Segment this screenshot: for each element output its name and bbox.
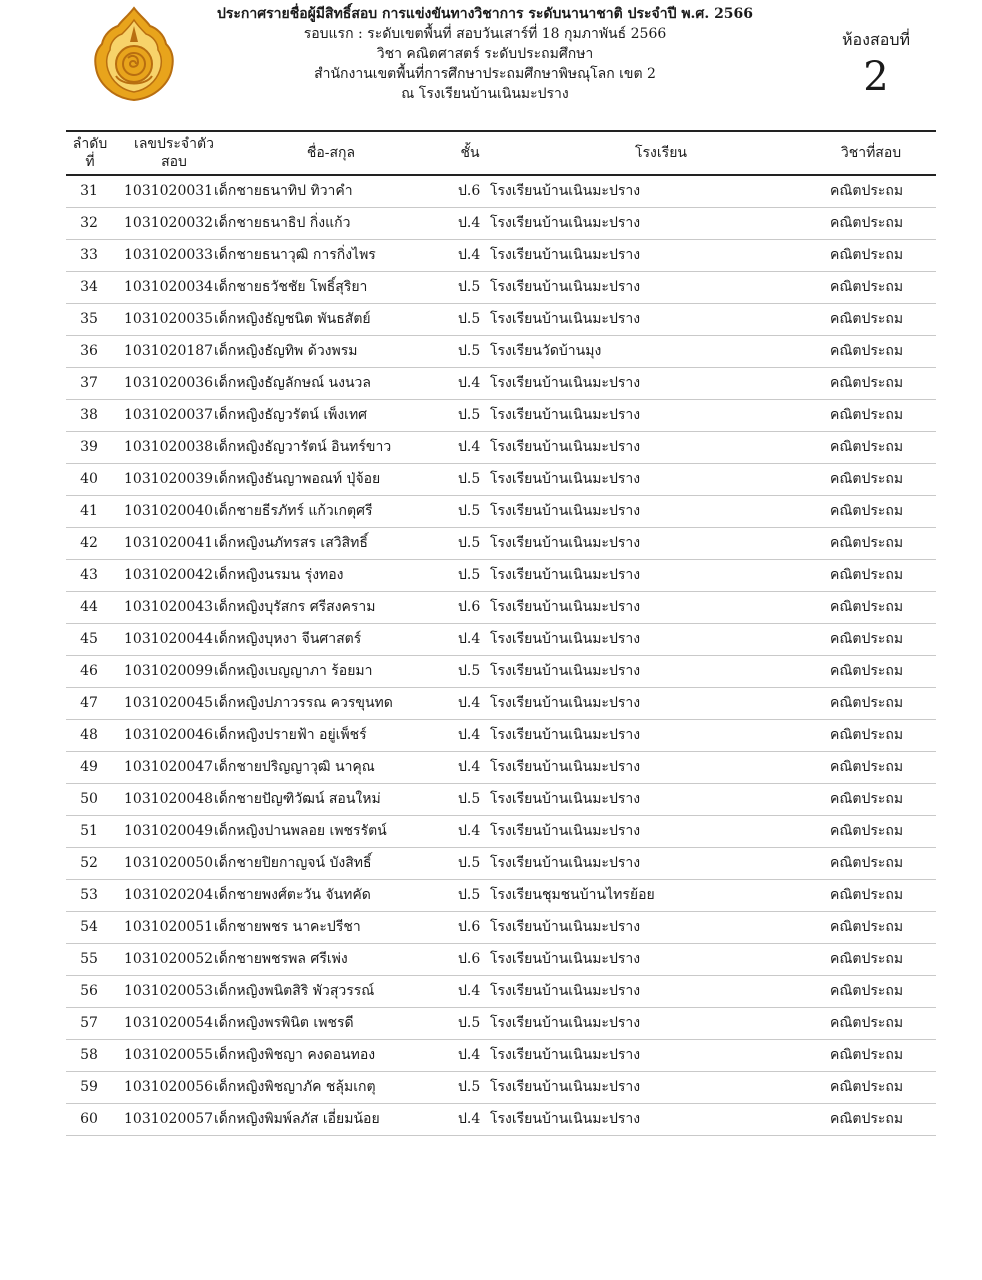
student-name: เด็กหญิงพรพินิต เพชรดี (214, 1015, 354, 1031)
student-name: เด็กหญิงบุรัสกร ศรีสงคราม (214, 599, 376, 615)
grade-level: ป.6 (458, 919, 481, 935)
exam-subject: คณิตประถม (830, 279, 904, 295)
school-name: โรงเรียนบ้านเนินมะปราง (490, 439, 641, 455)
grade-level: ป.5 (458, 1015, 481, 1031)
exam-id: 1031020048 (124, 791, 214, 807)
row-number: 50 (80, 791, 98, 807)
table-row (66, 208, 936, 240)
student-name: เด็กหญิงธัญวรัตน์ เพ็งเทศ (214, 407, 368, 423)
exam-subject: คณิตประถม (830, 311, 904, 327)
row-number: 43 (80, 567, 98, 583)
exam-subject: คณิตประถม (830, 535, 904, 551)
school-name: โรงเรียนบ้านเนินมะปราง (490, 535, 641, 551)
exam-subject: คณิตประถม (830, 375, 904, 391)
table-body (66, 176, 936, 1136)
row-number: 31 (80, 183, 98, 199)
document-header (200, 4, 770, 104)
grade-level: ป.4 (458, 695, 481, 711)
student-name: เด็กชายพชร นาคะปรีชา (214, 919, 361, 935)
table-row (66, 432, 936, 464)
table-row (66, 464, 936, 496)
exam-id: 1031020050 (124, 855, 214, 871)
student-name: เด็กชายปิยกาญจน์ บังสิทธิ์ (214, 855, 372, 871)
exam-id: 1031020053 (124, 983, 214, 999)
table-row (66, 1072, 936, 1104)
table-row (66, 336, 936, 368)
student-name: เด็กหญิงบุหงา จีนศาสตร์ (214, 631, 362, 647)
school-name: โรงเรียนบ้านเนินมะปราง (490, 1015, 641, 1031)
table-row (66, 720, 936, 752)
table-row (66, 656, 936, 688)
exam-id: 1031020042 (124, 567, 214, 583)
student-name: เด็กชายธนาทิป ทิวาคำ (214, 183, 353, 199)
school-name: โรงเรียนบ้านเนินมะปราง (490, 375, 641, 391)
subject-level-line: วิชา คณิตศาสตร์ ระดับประถมศึกษา (376, 46, 594, 62)
header-subject: วิชาที่สอบ (840, 145, 902, 161)
exam-id: 1031020049 (124, 823, 214, 839)
school-name: โรงเรียนบ้านเนินมะปราง (490, 215, 641, 231)
table-row (66, 848, 936, 880)
exam-id: 1031020187 (124, 343, 214, 359)
grade-level: ป.5 (458, 503, 481, 519)
row-number: 52 (80, 855, 98, 871)
office-line: สำนักงานเขตพื้นที่การศึกษาประถมศึกษาพิษณุโลก เขต 2 (314, 66, 656, 82)
row-number: 42 (80, 535, 98, 551)
exam-subject: คณิตประถม (830, 983, 904, 999)
student-name: เด็กหญิงนรมน รุ่งทอง (214, 567, 344, 583)
row-number: 47 (80, 695, 98, 711)
school-name: โรงเรียนบ้านเนินมะปราง (490, 919, 641, 935)
student-name: เด็กชายพชรพล ศรีเพ่ง (214, 951, 348, 967)
header-id (118, 132, 230, 174)
exam-subject: คณิตประถม (830, 695, 904, 711)
school-name: โรงเรียนบ้านเนินมะปราง (490, 663, 641, 679)
exam-subject: คณิตประถม (830, 951, 904, 967)
table-row (66, 240, 936, 272)
obec-emblem-icon (88, 6, 180, 102)
exam-id: 1031020052 (124, 951, 214, 967)
grade-level: ป.4 (458, 247, 481, 263)
exam-subject: คณิตประถม (830, 471, 904, 487)
school-name: โรงเรียนบ้านเนินมะปราง (490, 599, 641, 615)
exam-room-number: 2 (863, 54, 889, 100)
exam-id: 1031020099 (124, 663, 214, 679)
school-name: โรงเรียนบ้านเนินมะปราง (490, 631, 641, 647)
grade-level: ป.6 (458, 183, 481, 199)
grade-level: ป.5 (458, 855, 481, 871)
exam-id: 1031020036 (124, 375, 214, 391)
table-row (66, 304, 936, 336)
grade-level: ป.5 (458, 343, 481, 359)
exam-subject: คณิตประถม (830, 503, 904, 519)
row-number: 46 (80, 663, 98, 679)
exam-id: 1031020031 (124, 183, 214, 199)
row-number: 57 (80, 1015, 98, 1031)
grade-level: ป.4 (458, 823, 481, 839)
exam-id: 1031020038 (124, 439, 214, 455)
row-number: 56 (80, 983, 98, 999)
table-row (66, 560, 936, 592)
row-number: 45 (80, 631, 98, 647)
grade-level: ป.4 (458, 1047, 481, 1063)
exam-subject: คณิตประถม (830, 439, 904, 455)
exam-subject: คณิตประถม (830, 887, 904, 903)
exam-subject: คณิตประถม (830, 567, 904, 583)
exam-id: 1031020047 (124, 759, 214, 775)
table-row (66, 592, 936, 624)
table-row (66, 496, 936, 528)
exam-subject: คณิตประถม (830, 343, 904, 359)
school-name: โรงเรียนบ้านเนินมะปราง (490, 855, 641, 871)
student-name: เด็กชายพงศ์ตะวัน จันทคัด (214, 887, 371, 903)
exam-id: 1031020040 (124, 503, 214, 519)
candidate-table (66, 130, 936, 1136)
school-name: โรงเรียนบ้านเนินมะปราง (490, 759, 641, 775)
exam-subject: คณิตประถม (830, 407, 904, 423)
exam-subject: คณิตประถม (830, 1079, 904, 1095)
row-number: 39 (80, 439, 98, 455)
grade-level: ป.6 (458, 599, 481, 615)
school-name: โรงเรียนชุมชนบ้านไทรย้อย (490, 887, 655, 903)
header-grade: ชั้น (460, 145, 480, 161)
row-number: 49 (80, 759, 98, 775)
row-number: 48 (80, 727, 98, 743)
table-row (66, 816, 936, 848)
student-name: เด็กหญิงพิชญา คงดอนทอง (214, 1047, 376, 1063)
student-name: เด็กหญิงเบญญาภา ร้อยมา (214, 663, 373, 679)
exam-id: 1031020051 (124, 919, 214, 935)
school-name: โรงเรียนบ้านเนินมะปราง (490, 471, 641, 487)
exam-id: 1031020033 (124, 247, 214, 263)
school-name: โรงเรียนวัดบ้านมุง (490, 343, 602, 359)
exam-subject: คณิตประถม (830, 215, 904, 231)
exam-subject: คณิตประถม (830, 599, 904, 615)
row-number: 53 (80, 887, 98, 903)
student-name: เด็กหญิงพิชญาภัค ชลุ้มเกตุ (214, 1079, 376, 1095)
school-name: โรงเรียนบ้านเนินมะปราง (490, 311, 641, 327)
exam-subject: คณิตประถม (830, 727, 904, 743)
table-row (66, 368, 936, 400)
student-name: เด็กชายธวัชชัย โพธิ์สุริยา (214, 279, 368, 295)
grade-level: ป.4 (458, 1111, 481, 1127)
table-row (66, 912, 936, 944)
grade-level: ป.5 (458, 311, 481, 327)
school-name: โรงเรียนบ้านเนินมะปราง (490, 1047, 641, 1063)
row-number: 54 (80, 919, 98, 935)
exam-id: 1031020204 (124, 887, 214, 903)
student-name: เด็กหญิงปรายฟ้า อยู่เพ็ชร์ (214, 727, 367, 743)
grade-level: ป.6 (458, 951, 481, 967)
school-name: โรงเรียนบ้านเนินมะปราง (490, 695, 641, 711)
row-number: 44 (80, 599, 98, 615)
table-row (66, 944, 936, 976)
round-date-line: รอบแรก : ระดับเขตพื้นที่ สอบวันเสาร์ที่ 18 กุมภาพันธ์ 2566 (303, 26, 667, 42)
exam-subject: คณิตประถม (830, 855, 904, 871)
announcement-title: ประกาศรายชื่อผู้มีสิทธิ์สอบ การแข่งขันทางวิชาการ ระดับนานาชาติ ประจำปี พ.ศ. 2566 (216, 6, 754, 22)
row-number: 35 (80, 311, 98, 327)
header-id-line1: เลขประจำตัว (134, 136, 214, 152)
school-name: โรงเรียนบ้านเนินมะปราง (490, 503, 641, 519)
venue-line: ณ โรงเรียนบ้านเนินมะปราง (401, 86, 569, 102)
table-row (66, 1008, 936, 1040)
exam-subject: คณิตประถม (830, 1015, 904, 1031)
school-name: โรงเรียนบ้านเนินมะปราง (490, 183, 641, 199)
table-header (66, 130, 936, 176)
table-row (66, 176, 936, 208)
row-number: 38 (80, 407, 98, 423)
header-no-line1: ลำดับ (72, 136, 108, 152)
student-name: เด็กหญิงธัญทิพ ด้วงพรม (214, 343, 358, 359)
student-name: เด็กชายธนาธิป กิ่งแก้ว (214, 215, 351, 231)
grade-level: ป.4 (458, 631, 481, 647)
school-name: โรงเรียนบ้านเนินมะปราง (490, 791, 641, 807)
student-name: เด็กหญิงธันญาพอณท์ ปุ่จ้อย (214, 471, 381, 487)
grade-level: ป.4 (458, 215, 481, 231)
school-name: โรงเรียนบ้านเนินมะปราง (490, 951, 641, 967)
exam-id: 1031020039 (124, 471, 214, 487)
student-name: เด็กหญิงปภาวรรณ ควรขุนทด (214, 695, 393, 711)
exam-subject: คณิตประถม (830, 183, 904, 199)
exam-subject: คณิตประถม (830, 1047, 904, 1063)
student-name: เด็กหญิงพิมพ์ลภัส เอี่ยมน้อย (214, 1111, 380, 1127)
grade-level: ป.4 (458, 727, 481, 743)
grade-level: ป.4 (458, 439, 481, 455)
exam-id: 1031020037 (124, 407, 214, 423)
exam-subject: คณิตประถม (830, 759, 904, 775)
table-row (66, 624, 936, 656)
row-number: 59 (80, 1079, 98, 1095)
exam-id: 1031020044 (124, 631, 214, 647)
grade-level: ป.5 (458, 279, 481, 295)
grade-level: ป.5 (458, 663, 481, 679)
student-name: เด็กชายธนาวุฒิ การกิ่งไพร (214, 247, 376, 263)
school-name: โรงเรียนบ้านเนินมะปราง (490, 567, 641, 583)
row-number: 34 (80, 279, 98, 295)
student-name: เด็กหญิงธัญวารัตน์ อินทร์ขาว (214, 439, 392, 455)
header-id-line2: สอบ (161, 154, 187, 170)
grade-level: ป.5 (458, 535, 481, 551)
header-school: โรงเรียน (635, 145, 687, 161)
row-number: 58 (80, 1047, 98, 1063)
school-name: โรงเรียนบ้านเนินมะปราง (490, 279, 641, 295)
exam-id: 1031020032 (124, 215, 214, 231)
school-name: โรงเรียนบ้านเนินมะปราง (490, 1111, 641, 1127)
table-row (66, 1104, 936, 1136)
grade-level: ป.5 (458, 887, 481, 903)
exam-subject: คณิตประถม (830, 663, 904, 679)
exam-subject: คณิตประถม (830, 1111, 904, 1127)
exam-subject: คณิตประถม (830, 823, 904, 839)
row-number: 55 (80, 951, 98, 967)
grade-level: ป.5 (458, 1079, 481, 1095)
header-name: ชื่อ-สกุล (306, 145, 356, 161)
exam-room-label: ห้องสอบที่ (841, 30, 911, 49)
student-name: เด็กชายปัญฑิวัฒน์ สอนใหม่ (214, 791, 381, 807)
exam-subject: คณิตประถม (830, 919, 904, 935)
row-number: 51 (80, 823, 98, 839)
exam-id: 1031020041 (124, 535, 214, 551)
student-name: เด็กหญิงนภัทรสร เสวิสิทธิ์ (214, 535, 368, 551)
header-no-line2: ที่ (85, 154, 95, 170)
exam-id: 1031020055 (124, 1047, 214, 1063)
school-name: โรงเรียนบ้านเนินมะปราง (490, 1079, 641, 1095)
student-name: เด็กหญิงธัญชนิต พันธสัตย์ (214, 311, 371, 327)
table-row (66, 976, 936, 1008)
row-number: 37 (80, 375, 98, 391)
grade-level: ป.4 (458, 983, 481, 999)
table-row (66, 752, 936, 784)
exam-subject: คณิตประถม (830, 791, 904, 807)
student-name: เด็กชายปริญญาวุฒิ นาคุณ (214, 759, 375, 775)
grade-level: ป.5 (458, 567, 481, 583)
table-row (66, 880, 936, 912)
grade-level: ป.4 (458, 759, 481, 775)
exam-subject: คณิตประถม (830, 631, 904, 647)
grade-level: ป.5 (458, 791, 481, 807)
student-name: เด็กหญิงพนิตสิริ พัวสุวรรณ์ (214, 983, 375, 999)
table-row (66, 528, 936, 560)
table-row (66, 400, 936, 432)
exam-id: 1031020035 (124, 311, 214, 327)
row-number: 40 (80, 471, 98, 487)
exam-id: 1031020045 (124, 695, 214, 711)
grade-level: ป.5 (458, 407, 481, 423)
school-name: โรงเรียนบ้านเนินมะปราง (490, 727, 641, 743)
row-number: 33 (80, 247, 98, 263)
student-name: เด็กหญิงธัญลักษณ์ นงนวล (214, 375, 371, 391)
exam-id: 1031020056 (124, 1079, 214, 1095)
school-name: โรงเรียนบ้านเนินมะปราง (490, 407, 641, 423)
exam-room (820, 30, 932, 100)
school-name: โรงเรียนบ้านเนินมะปราง (490, 823, 641, 839)
table-row (66, 272, 936, 304)
row-number: 41 (80, 503, 98, 519)
grade-level: ป.5 (458, 471, 481, 487)
row-number: 32 (80, 215, 98, 231)
exam-id: 1031020046 (124, 727, 214, 743)
table-row (66, 1040, 936, 1072)
student-name: เด็กหญิงปานพลอย เพชรรัตน์ (214, 823, 387, 839)
row-number: 36 (80, 343, 98, 359)
exam-id: 1031020057 (124, 1111, 214, 1127)
school-name: โรงเรียนบ้านเนินมะปราง (490, 983, 641, 999)
school-name: โรงเรียนบ้านเนินมะปราง (490, 247, 641, 263)
exam-id: 1031020034 (124, 279, 214, 295)
table-row (66, 688, 936, 720)
exam-id: 1031020043 (124, 599, 214, 615)
student-name: เด็กชายธีรภัทร์ แก้วเกตุศรี (214, 503, 373, 519)
exam-subject: คณิตประถม (830, 247, 904, 263)
table-row (66, 784, 936, 816)
row-number: 60 (80, 1111, 98, 1127)
exam-id: 1031020054 (124, 1015, 214, 1031)
header-no (66, 132, 114, 174)
grade-level: ป.4 (458, 375, 481, 391)
